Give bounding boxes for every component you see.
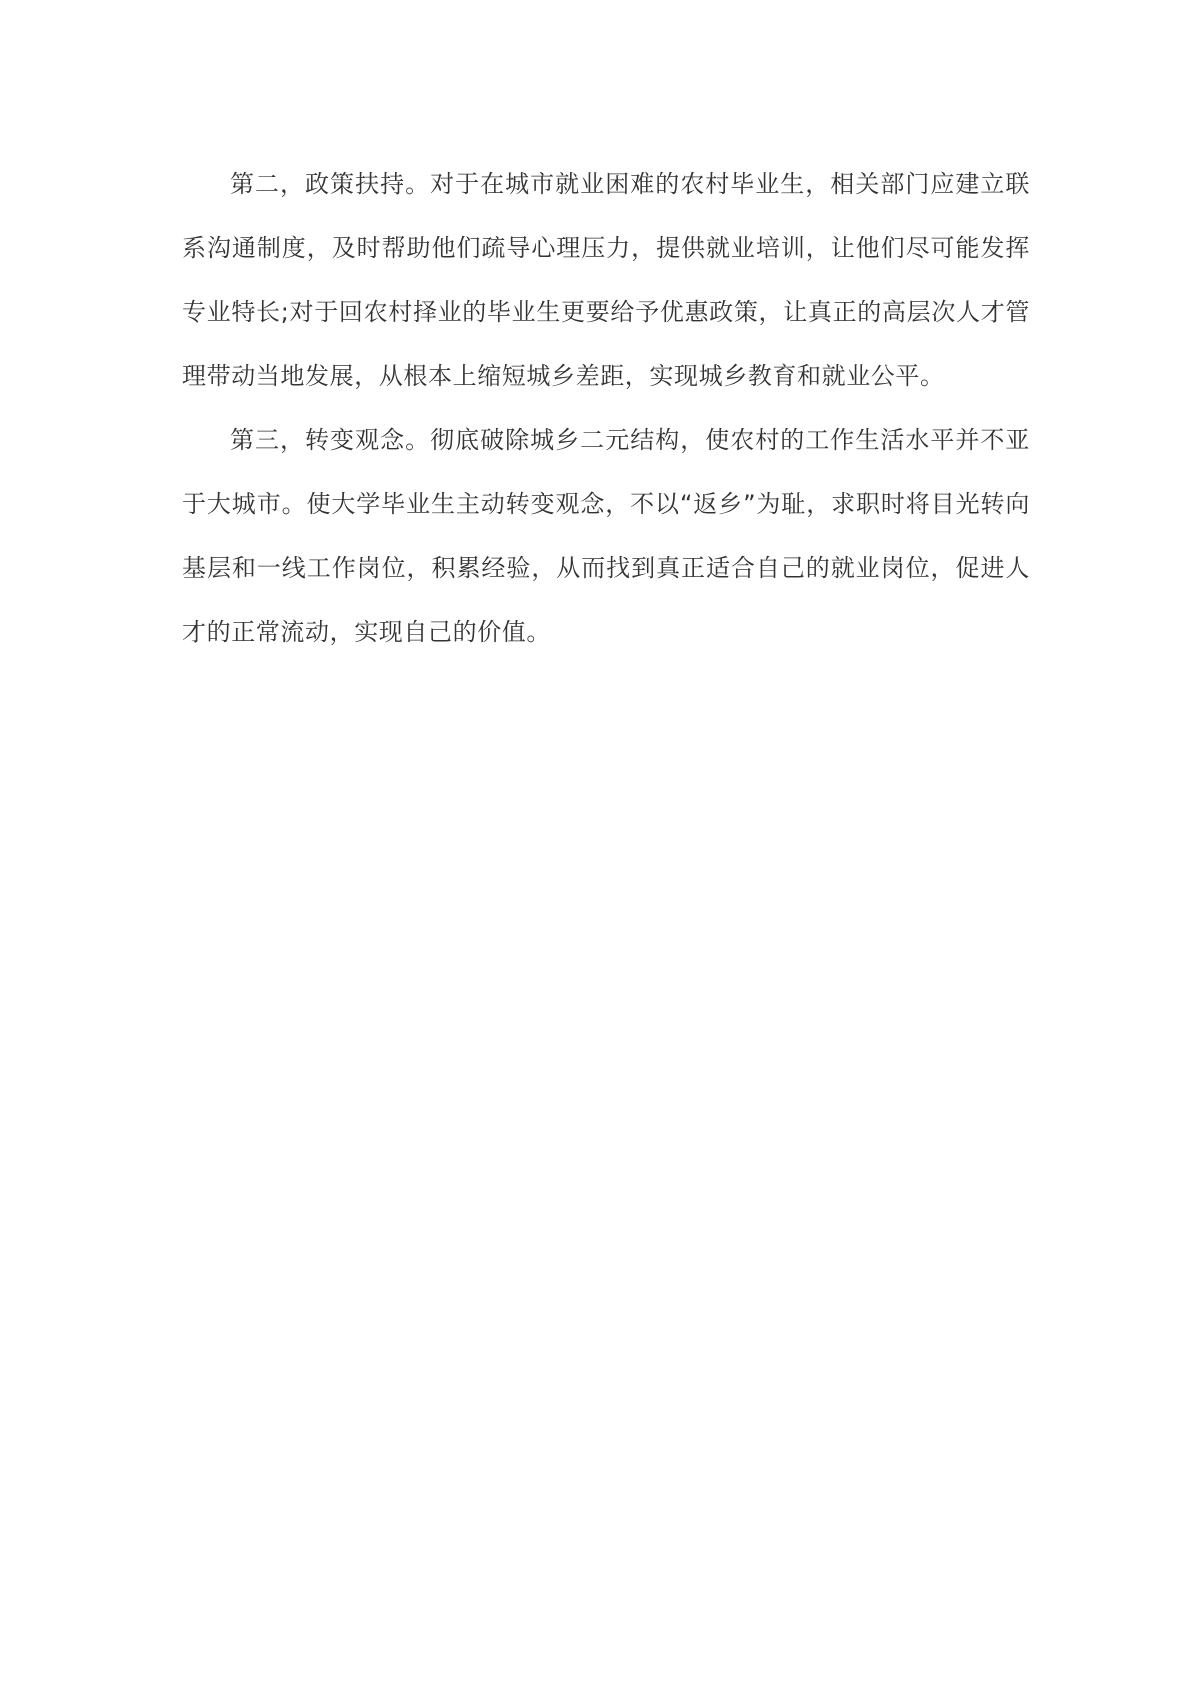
document-body (182, 152, 1030, 664)
paragraph-policy-support: 第二，政策扶持。对于在城市就业困难的农村毕业生，相关部门应建立联系沟通制度，及时帮助他们疏导心理压力，提供就业培训，让他们尽可能发挥专业特长;对于回农村择业的毕业生更要给予优惠政策，让真正的高层次人才管理带动当地发展，从根本上缩短城乡差距，实现城乡教育和就业公平。 (182, 170, 1030, 390)
paragraph-change-mindset: 第三，转变观念。彻底破除城乡二元结构，使农村的工作生活水平并不亚于大城市。使大学毕业生主动转变观念，不以“返乡”为耻，求职时将目光转向基层和一线工作岗位，积累经验，从而找到真正适合自己的就业岗位，促进人才的正常流动，实现自己的价值。 (182, 426, 1030, 646)
